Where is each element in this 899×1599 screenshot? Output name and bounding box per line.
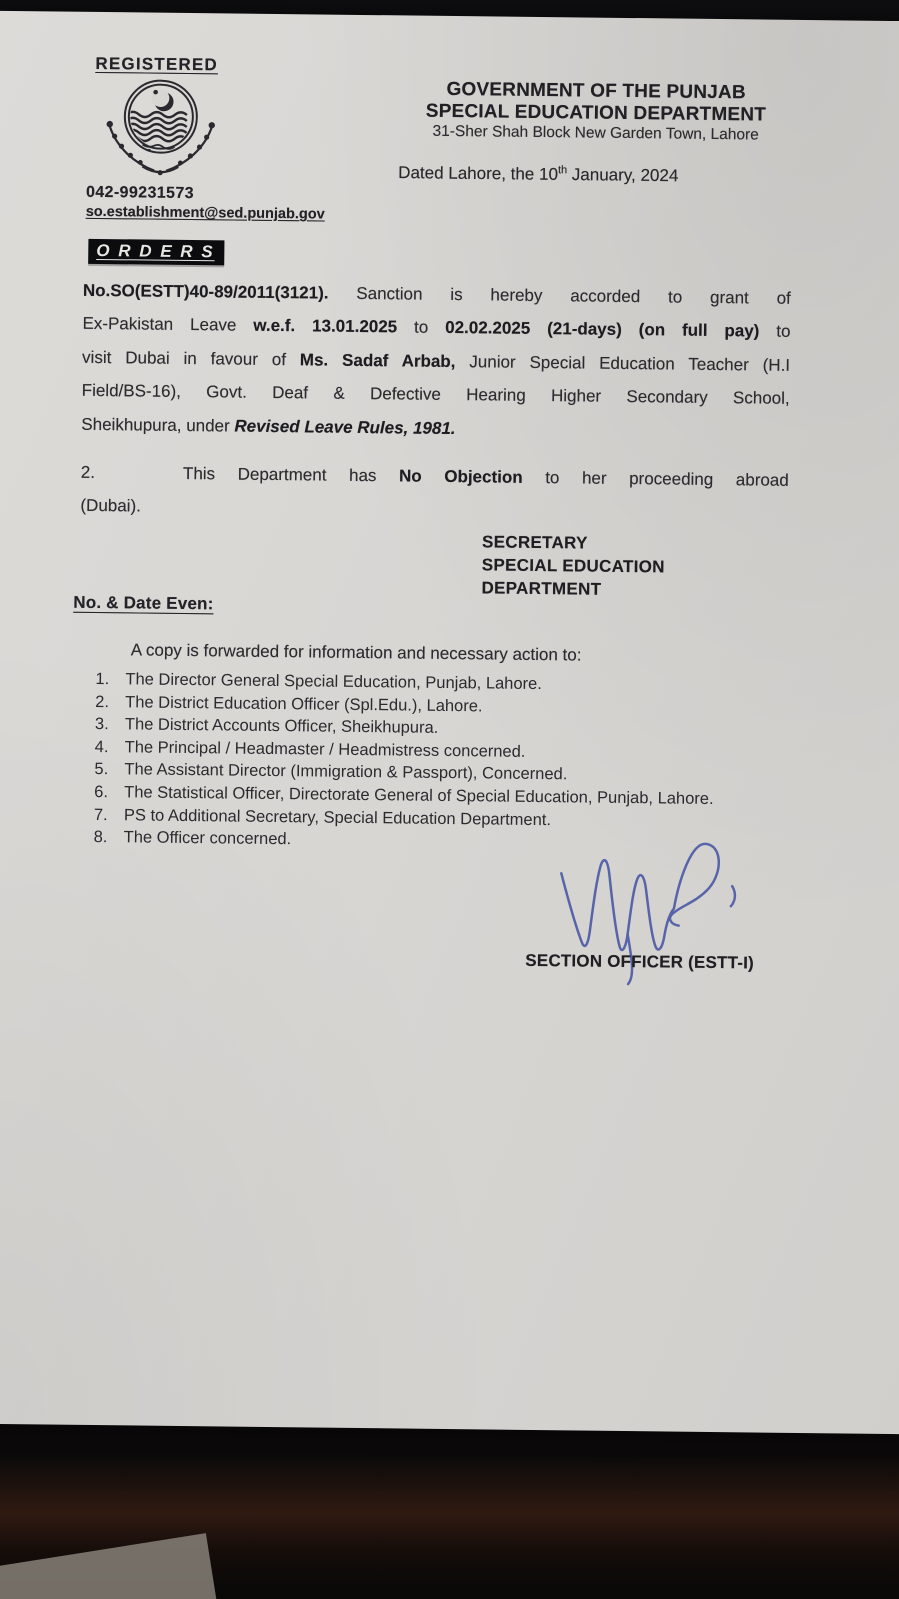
- section-officer-title: SECTION OFFICER (ESTT-I): [525, 950, 755, 973]
- list-item: PS to Additional Secretary, Special Education Department.: [123, 805, 552, 829]
- ref-number-date-line: No. & Date Even:: [73, 592, 214, 614]
- distribution-list-items: [94, 668, 751, 856]
- paragraph-2-line2: (Dubai).: [80, 496, 142, 516]
- text-line: SECRETARY: [481, 532, 588, 553]
- list-item: The Statistical Officer, Directorate General of Special Education, Punjab, Lahore.: [124, 783, 714, 808]
- paragraph-number: 2.: [80, 462, 96, 482]
- date-line: Dated Lahore, the 10th January, 2024: [398, 163, 679, 186]
- letter-content: [0, 11, 899, 1434]
- list-item: The Principal / Headmaster / Headmistress concerned.: [124, 738, 526, 761]
- department-title: SPECIAL EDUCATION DEPARTMENT: [425, 100, 767, 126]
- order-body-paragraph: [81, 274, 791, 449]
- text-line: Field/BS-16), Govt. Deaf & Defective Hearing Higher Secondary School,: [81, 381, 790, 409]
- list-item: The Officer concerned.: [123, 828, 292, 849]
- paragraph-2-text: This Department has No Objection to her proceeding abroad: [182, 463, 789, 490]
- secretary-signatory-block: [481, 530, 792, 603]
- copy-forward-line: A copy is forwarded for information and necessary action to:: [130, 640, 582, 665]
- paragraph-2: [80, 456, 789, 531]
- department-address: 31-Sher Shah Block New Garden Town, Lahore: [432, 122, 759, 144]
- government-title: GOVERNMENT OF THE PUNJAB: [446, 78, 746, 104]
- text-line: DEPARTMENT: [481, 578, 602, 599]
- list-item: The Assistant Director (Immigration & Passport), Concerned.: [124, 760, 568, 784]
- punjab-crest-logo: [92, 74, 233, 186]
- text-line: Sheikhupura, under Revised Leave Rules, 1981.: [81, 414, 456, 438]
- letter-sheet: [0, 11, 899, 1434]
- phone-number: 042-99231573: [85, 183, 195, 203]
- distribution-list: [94, 668, 751, 856]
- text-line: SPECIAL EDUCATION: [481, 555, 665, 577]
- list-item: The Director General Special Education, Punjab, Lahore.: [125, 670, 542, 694]
- list-item: The District Education Officer (Spl.Edu.), Lahore.: [125, 692, 483, 715]
- text-line: Ex-Pakistan Leave w.e.f. 13.01.2025 to 02.02.2025 (21-days) (on full pay) to: [82, 314, 791, 342]
- text-line: visit Dubai in favour of Ms. Sadaf Arbab, Junior Special Education Teacher (H.I: [82, 347, 791, 375]
- orders-heading: [88, 239, 225, 266]
- list-item: The District Accounts Officer, Sheikhupura.: [124, 715, 439, 738]
- orders-heading-text: O R D E R S: [96, 240, 215, 262]
- department-letterhead: [405, 78, 788, 145]
- email-address: so.establishment@sed.punjab.gov: [85, 203, 325, 223]
- text-line: No.SO(ESTT)40-89/2011(3121). Sanction is hereby accorded to grant of: [82, 280, 791, 308]
- registered-label: REGISTERED: [95, 53, 219, 75]
